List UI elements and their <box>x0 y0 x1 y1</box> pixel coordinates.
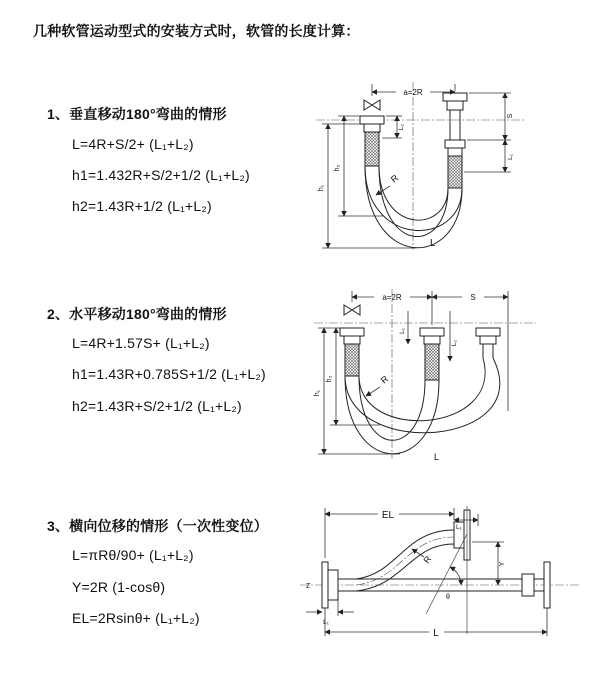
left-flange <box>322 562 338 608</box>
radius-callout <box>412 549 434 565</box>
dim-label-s: S <box>470 293 476 302</box>
dim-label-h1: h₁ <box>318 184 325 192</box>
centerlines <box>316 82 524 250</box>
hose-u-curves <box>365 166 462 248</box>
section-2-formula-h2: h2=1.43R+S/2+1/2 (L₁+L₂) <box>72 398 242 414</box>
diagram-1-vertical-180-bend <box>312 76 528 254</box>
left-hose-fitting <box>360 116 384 166</box>
left-hose-fitting <box>340 328 364 376</box>
dim-label-el: EL <box>381 510 395 521</box>
diagram-3-lateral-displacement <box>298 500 584 650</box>
section-2-formula-l: L=4R+1.57S+ (L₁+L₂) <box>72 335 210 351</box>
dim-label-h1: h₁ <box>314 389 321 397</box>
section-1-formula-h2: h2=1.43R+1/2 (L₁+L₂) <box>72 198 212 214</box>
middle-hose-fitting <box>420 328 444 380</box>
length-label: L <box>430 238 436 249</box>
dim-label-a2r: a=2R <box>403 88 423 97</box>
section-3-formula-el: EL=2Rsinθ+ (L₁+L₂) <box>72 610 200 626</box>
dim-label-y: Y <box>499 561 506 567</box>
dim-label-l2: L₂ <box>451 339 458 347</box>
valve-icon <box>344 305 360 315</box>
section-1-formula-l: L=4R+S/2+ (L₁+L₂) <box>72 136 194 152</box>
hose-u-curves <box>345 358 500 454</box>
dim-l1 <box>464 140 511 172</box>
diagram-2-horizontal-180-bend <box>310 283 542 463</box>
dim-label-h2: h₂ <box>326 375 333 383</box>
right-hose-fitting <box>476 328 500 358</box>
angle-label: θ <box>446 594 450 601</box>
dim-s <box>467 93 511 140</box>
dim-label-l1-bottom: L₁ <box>323 619 329 626</box>
valve-icon <box>364 100 380 110</box>
page-title: 几种软管运动型式的安装方式时，软管的长度计算： <box>33 23 360 39</box>
dim-label-l1: L₁ <box>399 328 406 334</box>
dim-label-h2: h₂ <box>334 164 341 172</box>
section-3-formula-y: Y=2R (1-cosθ) <box>72 579 166 595</box>
radius-label: R <box>378 373 391 386</box>
upper-flange <box>454 510 470 560</box>
length-label: L <box>434 452 440 462</box>
dim-label-l1-top: L₁ <box>456 524 462 531</box>
section-1-formula-h1: h1=1.432R+S/2+1/2 (L₁+L₂) <box>72 167 250 183</box>
dim-label-s: S <box>507 113 514 119</box>
dim-label-l1: L₁ <box>507 154 514 160</box>
section-3-formula-l: L=πRθ/90+ (L₁+L₂) <box>72 547 194 563</box>
radius-label: R <box>421 554 434 566</box>
radius-callout <box>366 373 391 396</box>
dim-l1-bottom <box>306 600 354 616</box>
z-marker-label: Z <box>306 583 311 590</box>
section-2-heading: 2、水平移动180°弯曲的情形 <box>47 306 227 322</box>
centerlines <box>300 537 580 585</box>
radius-label: R <box>388 172 401 185</box>
angle-theta <box>446 567 461 601</box>
section-3-heading: 3、横向位移的情形（一次性变位） <box>47 518 268 534</box>
section-1-heading: 1、垂直移动180°弯曲的情形 <box>47 106 227 122</box>
dim-label-l: L <box>433 628 439 639</box>
right-hose-fitting <box>443 93 467 188</box>
section-2-formula-h1: h1=1.43R+0.785S+1/2 (L₁+L₂) <box>72 366 266 382</box>
dim-label-l2: L₂ <box>398 123 405 131</box>
angle-construction-line <box>426 534 467 614</box>
dim-label-a2r: a=2R <box>382 293 402 302</box>
